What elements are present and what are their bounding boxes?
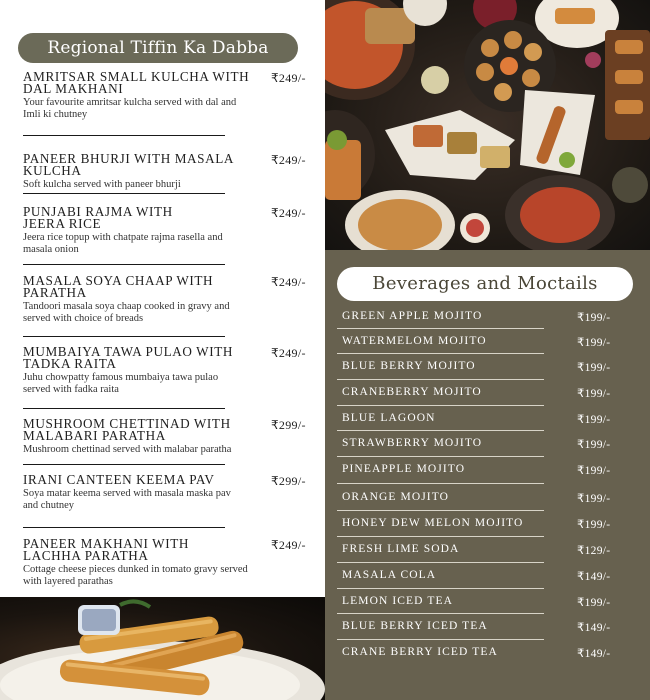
- menu-item: [23, 538, 315, 588]
- item-price: ₹249/-: [271, 71, 306, 85]
- food-platter-illustration: [325, 0, 650, 250]
- beverage-item: [342, 386, 622, 402]
- divider: [337, 562, 544, 563]
- divider: [337, 405, 544, 406]
- divider: [337, 613, 544, 614]
- item-price: ₹249/-: [271, 153, 306, 167]
- menu-item: [23, 346, 315, 396]
- beverage-item: [342, 620, 622, 636]
- beverage-price: ₹199/-: [577, 597, 611, 609]
- item-desc: Jeera rice topup with chatpate rajma rasella and masala onion: [23, 232, 223, 255]
- beverage-item: [342, 310, 622, 326]
- beverage-item: [342, 463, 622, 479]
- beverage-name: BLUE BERRY ICED TEA: [342, 620, 488, 632]
- section-title-regional-tiffin: Regional Tiffin Ka Dabba: [18, 33, 298, 63]
- spring-rolls-photo: [0, 597, 325, 700]
- beverage-price: ₹149/-: [577, 571, 611, 583]
- section-title-beverages: Beverages and Moctails: [337, 267, 633, 301]
- beverage-price: ₹129/-: [577, 545, 611, 557]
- item-name: PANEER MAKHANI WITH LACHHA PARATHA: [23, 536, 189, 563]
- beverage-name: ORANGE MOJITO: [342, 491, 450, 503]
- divider: [337, 328, 544, 329]
- beverage-name: HONEY DEW MELON MOJITO: [342, 517, 524, 529]
- menu-item: [23, 71, 315, 121]
- item-price: ₹249/-: [271, 538, 306, 552]
- menu-item: [23, 474, 315, 512]
- beverage-item: [342, 437, 622, 453]
- beverage-item: [342, 595, 622, 611]
- beverage-price: ₹199/-: [577, 519, 611, 531]
- item-name: PANEER BHURJI WITH MASALA KULCHA: [23, 151, 234, 178]
- beverage-name: FRESH LIME SODA: [342, 543, 460, 555]
- item-name: PUNJABI RAJMA WITH JEERA RICE: [23, 204, 173, 231]
- beverage-item: [342, 517, 622, 533]
- beverage-name: CRANEBERRY MOJITO: [342, 386, 482, 398]
- item-desc: Mushroom chettinad served with malabar paratha: [23, 444, 232, 455]
- item-desc: Tandoori masala soya chaap cooked in gravy and served with choice of breads: [23, 301, 230, 324]
- item-desc: Your favourite amritsar kulcha served with dal and Imli ki chutney: [23, 97, 237, 120]
- beverage-name: BLUE BERRY MOJITO: [342, 360, 476, 372]
- item-name: IRANI CANTEEN KEEMA PAV: [23, 472, 215, 487]
- beverage-price: ₹199/-: [577, 465, 611, 477]
- beverage-name: LEMON ICED TEA: [342, 595, 454, 607]
- divider: [337, 483, 544, 484]
- beverage-name: MASALA COLA: [342, 569, 437, 581]
- beverage-name: GREEN APPLE MOJITO: [342, 310, 483, 322]
- item-price: ₹249/-: [271, 206, 306, 220]
- divider: [337, 353, 544, 354]
- beverage-price: ₹199/-: [577, 388, 611, 400]
- divider: [337, 588, 544, 589]
- menu-item: [23, 418, 315, 456]
- beverage-price: ₹199/-: [577, 312, 611, 324]
- beverage-item: [342, 543, 622, 559]
- beverage-price: ₹199/-: [577, 337, 611, 349]
- divider: [337, 456, 544, 457]
- item-desc: Juhu chowpatty famous mumbaiya tawa pulao served with fadka raita: [23, 372, 219, 395]
- beverage-name: WATERMELOM MOJITO: [342, 335, 487, 347]
- item-desc: Soft kulcha served with paneer bhurji: [23, 179, 181, 190]
- divider: [23, 193, 225, 194]
- food-platter-photo: [325, 0, 650, 250]
- item-name: MASALA SOYA CHAAP WITH PARATHA: [23, 273, 214, 300]
- divider: [23, 408, 225, 409]
- divider: [337, 430, 544, 431]
- beverage-item: [342, 491, 622, 507]
- beverage-price: ₹199/-: [577, 439, 611, 451]
- beverage-price: ₹199/-: [577, 414, 611, 426]
- spring-rolls-illustration: [0, 597, 325, 700]
- beverage-name: STRAWBERRY MOJITO: [342, 437, 483, 449]
- beverage-name: PINEAPPLE MOJITO: [342, 463, 466, 475]
- item-price: ₹299/-: [271, 474, 306, 488]
- divider: [23, 135, 225, 136]
- item-price: ₹249/-: [271, 346, 306, 360]
- menu-item: [23, 275, 315, 325]
- beverage-item: [342, 412, 622, 428]
- beverage-price: ₹199/-: [577, 362, 611, 374]
- divider: [23, 527, 225, 528]
- beverage-item: [342, 335, 622, 351]
- beverage-item: [342, 360, 622, 376]
- item-name: MUMBAIYA TAWA PULAO WITH TADKA RAITA: [23, 344, 233, 371]
- menu-item: [23, 153, 315, 191]
- item-price: ₹299/-: [271, 418, 306, 432]
- beverage-item: [342, 646, 622, 662]
- beverage-price: ₹149/-: [577, 622, 611, 634]
- item-desc: Soya matar keema served with masala maska pav and chutney: [23, 488, 231, 511]
- beverage-item: [342, 569, 622, 585]
- beverage-name: CRANE BERRY ICED TEA: [342, 646, 498, 658]
- divider: [23, 464, 225, 465]
- item-name: AMRITSAR SMALL KULCHA WITH DAL MAKHANI: [23, 69, 250, 96]
- divider: [337, 639, 544, 640]
- item-name: MUSHROOM CHETTINAD WITH MALABARI PARATHA: [23, 416, 231, 443]
- beverage-price: ₹149/-: [577, 648, 611, 660]
- item-desc: Cottage cheese pieces dunked in tomato gravy served with layered parathas: [23, 564, 248, 587]
- divider: [337, 379, 544, 380]
- beverage-name: BLUE LAGOON: [342, 412, 436, 424]
- divider: [23, 336, 225, 337]
- menu-item: [23, 206, 315, 256]
- divider: [23, 264, 225, 265]
- beverage-price: ₹199/-: [577, 493, 611, 505]
- divider: [337, 536, 544, 537]
- divider: [337, 510, 544, 511]
- item-price: ₹249/-: [271, 275, 306, 289]
